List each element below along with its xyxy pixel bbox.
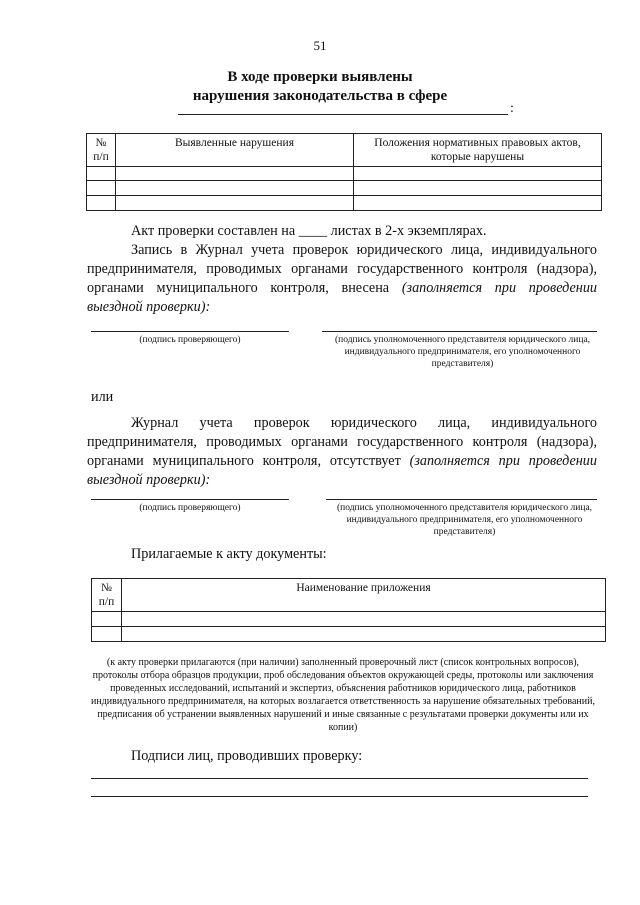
or-word: или: [91, 389, 114, 405]
col-violations-header: Выявленные нарушения: [116, 134, 354, 167]
inspector-signature-caption: (подпись проверяющего): [139, 335, 241, 345]
col-number-header: № п/п: [87, 134, 116, 167]
journal-record-note: (заполняется при проведении выездной проверки):: [87, 280, 598, 315]
table-cell[interactable]: [87, 181, 116, 196]
signatures-heading: Подписи лиц, проводивших проверку:: [131, 748, 363, 764]
table-cell[interactable]: [116, 167, 354, 181]
table-cell[interactable]: [87, 196, 116, 211]
signature-fill-line-1[interactable]: [91, 778, 588, 779]
table-row: [87, 167, 602, 181]
table-cell[interactable]: [92, 612, 122, 627]
title-line-2: нарушения законодательства в сфере: [192, 88, 448, 104]
journal-record-text: Запись в Журнал учета проверок юридического лица, индивидуального предпринимателя, проводимых органами государственного контроля (надзора), органами муниципального контроля, внесена: [87, 242, 597, 296]
page-title: [0, 68, 640, 106]
attachments-table: [91, 578, 606, 642]
table-row: [92, 612, 606, 627]
table-cell[interactable]: [116, 181, 354, 196]
violations-table-header: [87, 134, 602, 167]
journal-record-paragraph: [87, 241, 597, 317]
table-cell[interactable]: [116, 196, 354, 211]
table-cell[interactable]: [122, 612, 606, 627]
act-compiled-text: Акт проверки составлен на ____ листах в 2-х экземплярах.: [131, 223, 487, 239]
signature-fill-line-2[interactable]: [91, 796, 588, 797]
sphere-fill-line[interactable]: [178, 104, 508, 115]
table-row: [87, 196, 602, 211]
representative-signature-line-2[interactable]: [326, 499, 597, 500]
journal-absent-note: (заполняется при проведении выездной проверки):: [87, 453, 597, 488]
col-norms-header: Положения нормативных правовых актов, которые нарушены: [354, 134, 602, 167]
violations-table: [86, 133, 602, 211]
inspector-signature-line[interactable]: [91, 331, 289, 332]
attached-docs-heading: Прилагаемые к акту документы:: [131, 546, 327, 562]
table-row: [87, 181, 602, 196]
sphere-colon: :: [510, 101, 514, 116]
journal-absent-paragraph: [87, 414, 597, 490]
table-cell[interactable]: [354, 181, 602, 196]
table-cell[interactable]: [354, 167, 602, 181]
col-number-header: № п/п: [92, 579, 122, 612]
col-attachment-name-header: Наименование приложения: [122, 579, 606, 612]
table-cell[interactable]: [87, 167, 116, 181]
table-cell[interactable]: [354, 196, 602, 211]
title-line-1: В ходе проверки выявлены: [227, 69, 413, 85]
table-cell[interactable]: [92, 627, 122, 642]
attachments-note: (к акту проверки прилагаются (при наличии) заполненный проверочный лист (список контрольных вопросов), протоколы отбора образцов продукции, проб обследования объектов окружающей среды, протоколы или заключения проведенных исследований, испытаний и экспертиз, объяснения работников юридического лица, работников индивидуального предпринимателя, на которых возлагается ответственность за нарушение обязательных требований, предписания об устранении выявленных нарушений и иные связанные с результатами проверки документы или их копии): [91, 657, 595, 733]
table-row: [92, 627, 606, 642]
inspector-signature-line-2[interactable]: [91, 499, 289, 500]
inspector-signature-caption-2: (подпись проверяющего): [139, 503, 241, 513]
page-number: 51: [313, 38, 327, 53]
table-cell[interactable]: [122, 627, 606, 642]
representative-signature-caption: (подпись уполномоченного представителя юридического лица, индивидуального предпринимателя, его уполномоченного представителя): [334, 335, 591, 369]
representative-signature-line[interactable]: [322, 331, 597, 332]
representative-signature-caption-2: (подпись уполномоченного представителя юридического лица, индивидуального предпринимателя, его уполномоченного представителя): [336, 503, 593, 537]
attachments-table-header: [92, 579, 606, 612]
journal-absent-text: Журнал учета проверок юридического лица, индивидуального предпринимателя, проводимых органами государственного контроля (надзора), органами муниципального контроля, отсутствует: [87, 415, 597, 469]
